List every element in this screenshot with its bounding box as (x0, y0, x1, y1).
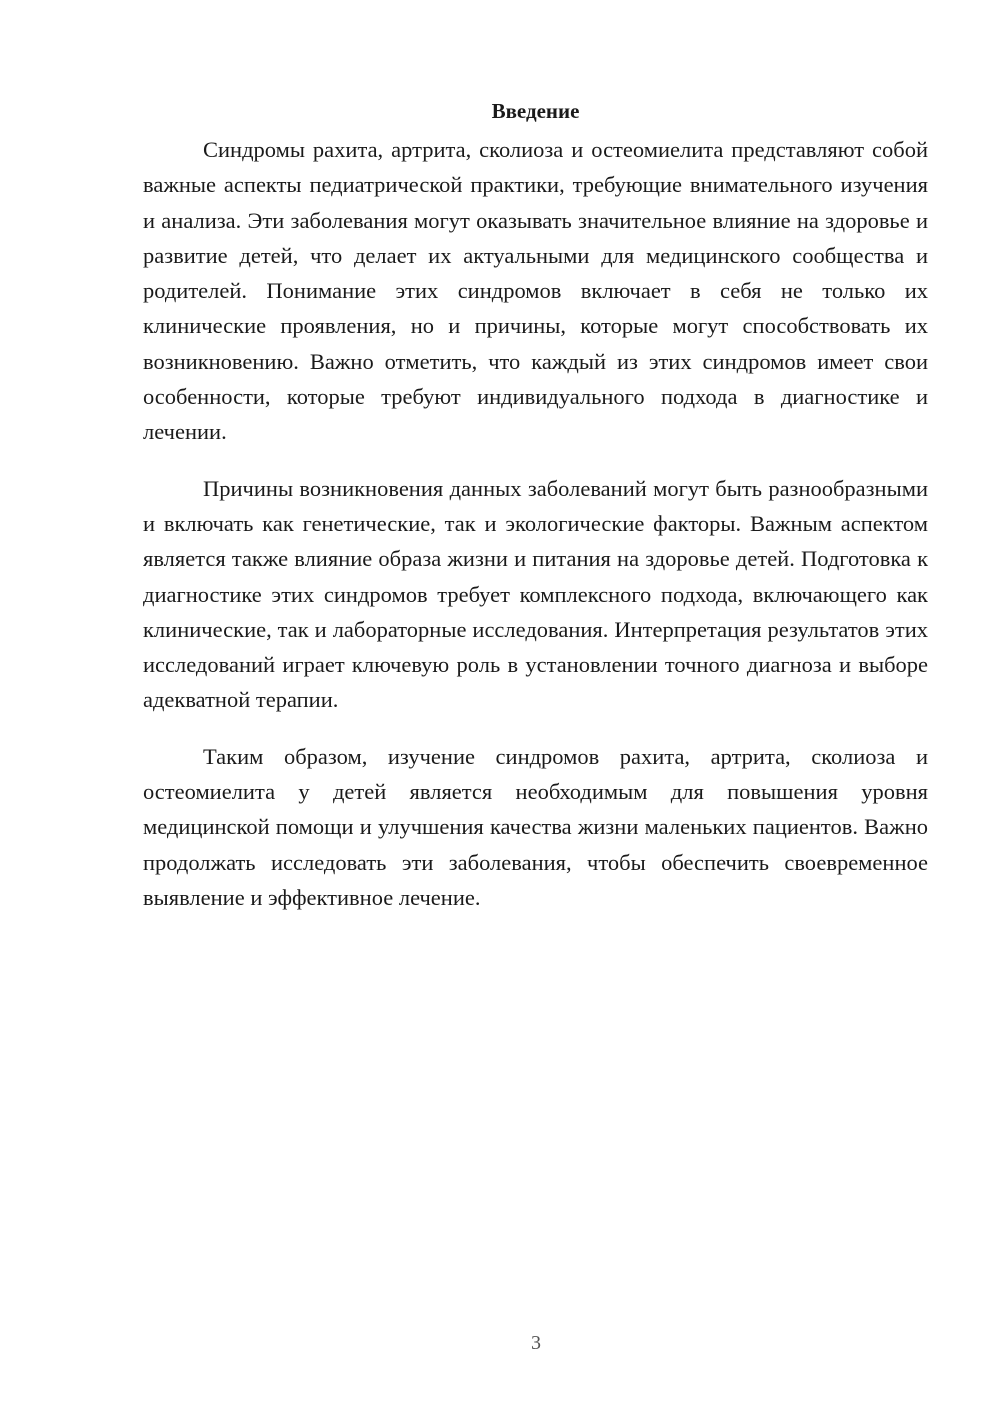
section-heading: Введение (491, 99, 580, 123)
page-number: 3 (531, 1332, 541, 1354)
page-content (143, 96, 928, 936)
paragraph-2: Причины возникновения данных заболеваний могут быть разнообразными и включать как генетические, так и экологические факторы. Важным аспектом является также влияние образа жизни и питания на здоровье детей. Подготовка к диагностике этих синдромов требует комплексного подхода, включающего как клинические, так и лабораторные исследования. Интерпретация результатов этих исследований играет ключевую роль в установлении точного диагноза и выборе адекватной терапии. (143, 475, 928, 713)
paragraph-1: Синдромы рахита, артрита, сколиоза и остеомиелита представляют собой важные аспекты педиатрической практики, требующие внимательного изучения и анализа. Эти заболевания могут оказывать значительное влияние на здоровье и развитие детей, что делает их актуальными для медицинского сообщества и родителей. Понимание этих синдромов включает в себя не только их клинические проявления, но и причины, которые могут способствовать их возникновению. Важно отметить, что каждый из этих синдромов имеет свои особенности, которые требуют индивидуального подхода в диагностике и лечении. (143, 137, 928, 445)
paragraph-3: Таким образом, изучение синдромов рахита, артрита, сколиоза и остеомиелита у детей является необходимым для повышения уровня медицинской помощи и улучшения качества жизни маленьких пациентов. Важно продолжать исследовать эти заболевания, чтобы обеспечить своевременное выявление и эффективное лечение. (143, 743, 928, 910)
